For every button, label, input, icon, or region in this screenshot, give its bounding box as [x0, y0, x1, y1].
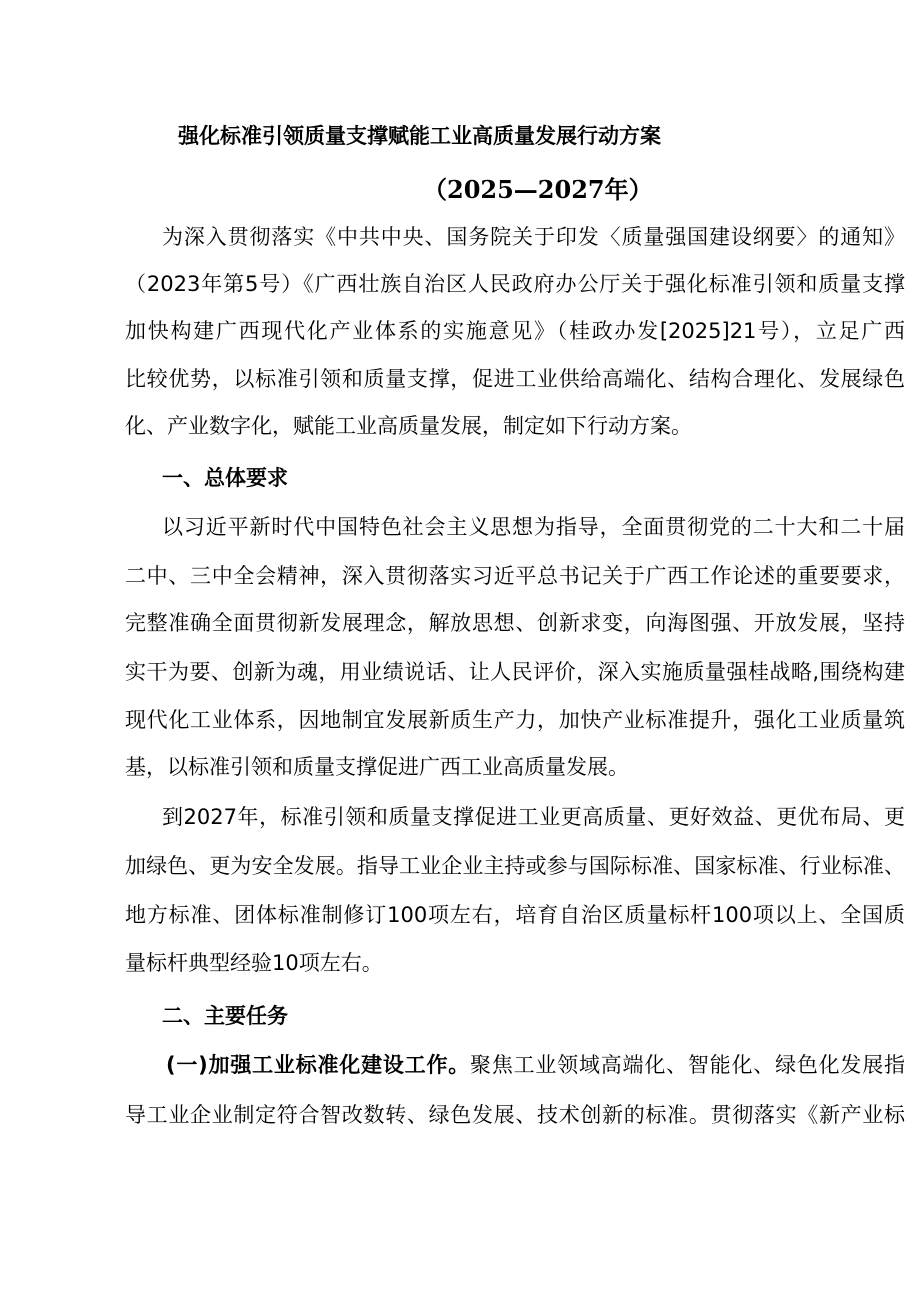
section1-para1-line-6: 基，以标准引领和质量支撑促进广西工业高质量发展。 — [125, 755, 629, 779]
intro-line-1: 为深入贯彻落实《中共中央、国务院关于印发〈质量强国建设纲要〉的通知》 — [162, 225, 905, 249]
intro-line-2: （2023年第5号）《广西壮族自治区人民政府办公厅关于强化标准引领和质量支撑 — [125, 272, 905, 296]
section-heading-general-requirements: 一、总体要求 — [162, 466, 288, 490]
section1-para1-line-1: 以习近平新时代中国特色社会主义思想为指导，全面贯彻党的二十大和二十届 — [162, 515, 905, 539]
section1-para2-line-3: 地方标准、团体标准制修订100项左右，培育自治区质量标杆100项以上、全国质 — [125, 903, 905, 927]
intro-line-5: 化、产业数字化，赋能工业高质量发展，制定如下行动方案。 — [125, 414, 692, 438]
section1-para1-line-2: 二中、三中全会精神，深入贯彻落实习近平总书记关于广西工作论述的重要要求， — [125, 564, 905, 588]
document-subtitle: （2025—2027年） — [423, 175, 653, 204]
task1-line-1-rest: 聚焦工业领域高端化、智能化、绿色化发展指 — [470, 1053, 906, 1077]
section1-para2-line-4: 量标杆典型经验10项左右。 — [125, 951, 383, 975]
section1-para2-line-1: 到2027年，标准引领和质量支撑促进工业更高质量、更好效益、更优布局、更 — [162, 805, 905, 829]
section1-para1-line-3: 完整准确全面贯彻新发展理念，解放思想、创新求变，向海图强、开放发展，坚持 — [125, 611, 905, 635]
section-heading-main-tasks: 二、主要任务 — [162, 1004, 288, 1028]
task1-lead: (一)加强工业标准化建设工作。 — [166, 1053, 471, 1077]
section1-para1-line-4: 实干为要、创新为魂，用业绩说话、让人民评价，深入实施质量强桂战略,围绕构建 — [125, 660, 905, 684]
task1-line-2: 导工业企业制定符合智改数转、绿色发展、技术创新的标准。贯彻落实《新产业标 — [125, 1103, 905, 1127]
section1-para1-line-5: 现代化工业体系，因地制宜发展新质生产力，加快产业标准提升，强化工业质量筑 — [125, 708, 905, 732]
intro-line-4: 比较优势，以标准引领和质量支撑，促进工业供给高端化、结构合理化、发展绿色 — [125, 367, 905, 391]
task1-line-1 — [166, 1052, 905, 1078]
section1-para2-line-2: 加绿色、更为安全发展。指导工业企业主持或参与国际标准、国家标准、行业标准、 — [125, 854, 905, 878]
document-title: 强化标准引领质量支撑赋能工业高质量发展行动方案 — [178, 124, 661, 148]
intro-line-3: 加快构建广西现代化产业体系的实施意见》（桂政办发[2025]21号），立足广西 — [125, 319, 905, 343]
